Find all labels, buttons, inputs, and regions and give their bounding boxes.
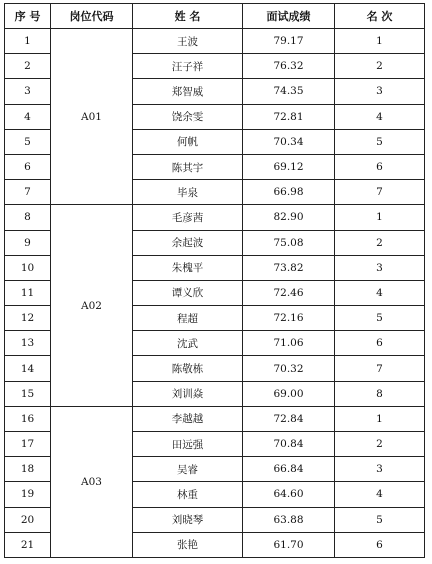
cell-rank: 2	[335, 230, 425, 255]
cell-score: 72.16	[243, 306, 335, 331]
cell-score: 66.84	[243, 457, 335, 482]
cell-seq: 8	[5, 205, 51, 230]
cell-seq: 20	[5, 507, 51, 532]
cell-rank: 3	[335, 457, 425, 482]
cell-seq: 2	[5, 54, 51, 79]
cell-name: 田远强	[133, 432, 243, 457]
cell-score: 75.08	[243, 230, 335, 255]
cell-name: 刘训焱	[133, 381, 243, 406]
cell-rank: 5	[335, 306, 425, 331]
cell-name: 李越越	[133, 406, 243, 431]
cell-seq: 3	[5, 79, 51, 104]
cell-rank: 1	[335, 205, 425, 230]
cell-name: 朱槐平	[133, 255, 243, 280]
cell-seq: 1	[5, 29, 51, 54]
cell-rank: 6	[335, 532, 425, 557]
header-score: 面试成绩	[243, 4, 335, 29]
cell-rank: 5	[335, 129, 425, 154]
cell-score: 73.82	[243, 255, 335, 280]
cell-seq: 12	[5, 306, 51, 331]
cell-name: 林重	[133, 482, 243, 507]
cell-score: 79.17	[243, 29, 335, 54]
table-row	[5, 205, 425, 230]
results-document	[4, 3, 425, 558]
cell-rank: 4	[335, 104, 425, 129]
cell-seq: 18	[5, 457, 51, 482]
cell-score: 74.35	[243, 79, 335, 104]
cell-seq: 11	[5, 280, 51, 305]
cell-seq: 4	[5, 104, 51, 129]
cell-name: 刘晓琴	[133, 507, 243, 532]
cell-seq: 19	[5, 482, 51, 507]
cell-score: 66.98	[243, 180, 335, 205]
cell-rank: 8	[335, 381, 425, 406]
header-row	[5, 4, 425, 29]
cell-rank: 2	[335, 54, 425, 79]
cell-score: 72.84	[243, 406, 335, 431]
interview-results-table	[4, 3, 425, 558]
cell-score: 72.81	[243, 104, 335, 129]
cell-score: 64.60	[243, 482, 335, 507]
cell-rank: 6	[335, 331, 425, 356]
cell-score: 70.84	[243, 432, 335, 457]
cell-score: 82.90	[243, 205, 335, 230]
cell-rank: 4	[335, 280, 425, 305]
header-rank: 名 次	[335, 4, 425, 29]
cell-score: 69.00	[243, 381, 335, 406]
cell-score: 70.34	[243, 129, 335, 154]
cell-rank: 6	[335, 154, 425, 179]
cell-seq: 21	[5, 532, 51, 557]
cell-score: 69.12	[243, 154, 335, 179]
cell-seq: 13	[5, 331, 51, 356]
cell-score: 61.70	[243, 532, 335, 557]
cell-name: 谭义欣	[133, 280, 243, 305]
table-body	[5, 29, 425, 558]
cell-name: 张艳	[133, 532, 243, 557]
cell-seq: 6	[5, 154, 51, 179]
cell-rank: 5	[335, 507, 425, 532]
cell-name: 毛彦茜	[133, 205, 243, 230]
cell-rank: 3	[335, 255, 425, 280]
cell-score: 71.06	[243, 331, 335, 356]
cell-name: 饶余雯	[133, 104, 243, 129]
cell-name: 毕泉	[133, 180, 243, 205]
cell-score: 70.32	[243, 356, 335, 381]
cell-seq: 10	[5, 255, 51, 280]
cell-rank: 3	[335, 79, 425, 104]
cell-name: 王波	[133, 29, 243, 54]
header-post-code: 岗位代码	[51, 4, 133, 29]
cell-name: 何帆	[133, 129, 243, 154]
cell-rank: 2	[335, 432, 425, 457]
cell-seq: 7	[5, 180, 51, 205]
cell-rank: 7	[335, 356, 425, 381]
cell-rank: 4	[335, 482, 425, 507]
cell-seq: 16	[5, 406, 51, 431]
table-row	[5, 406, 425, 431]
cell-seq: 17	[5, 432, 51, 457]
cell-name: 郑智威	[133, 79, 243, 104]
cell-score: 72.46	[243, 280, 335, 305]
cell-seq: 15	[5, 381, 51, 406]
cell-score: 63.88	[243, 507, 335, 532]
cell-name: 程超	[133, 306, 243, 331]
cell-post-code: A02	[51, 205, 133, 407]
cell-name: 余起波	[133, 230, 243, 255]
header-name: 姓 名	[133, 4, 243, 29]
cell-score: 76.32	[243, 54, 335, 79]
cell-post-code: A03	[51, 406, 133, 557]
cell-rank: 1	[335, 29, 425, 54]
cell-rank: 7	[335, 180, 425, 205]
cell-name: 陈敬栋	[133, 356, 243, 381]
cell-name: 陈其宇	[133, 154, 243, 179]
cell-post-code: A01	[51, 29, 133, 205]
cell-rank: 1	[335, 406, 425, 431]
cell-name: 吴睿	[133, 457, 243, 482]
cell-seq: 14	[5, 356, 51, 381]
cell-name: 汪子祥	[133, 54, 243, 79]
cell-seq: 5	[5, 129, 51, 154]
cell-seq: 9	[5, 230, 51, 255]
table-row	[5, 29, 425, 54]
header-seq: 序 号	[5, 4, 51, 29]
cell-name: 沈武	[133, 331, 243, 356]
